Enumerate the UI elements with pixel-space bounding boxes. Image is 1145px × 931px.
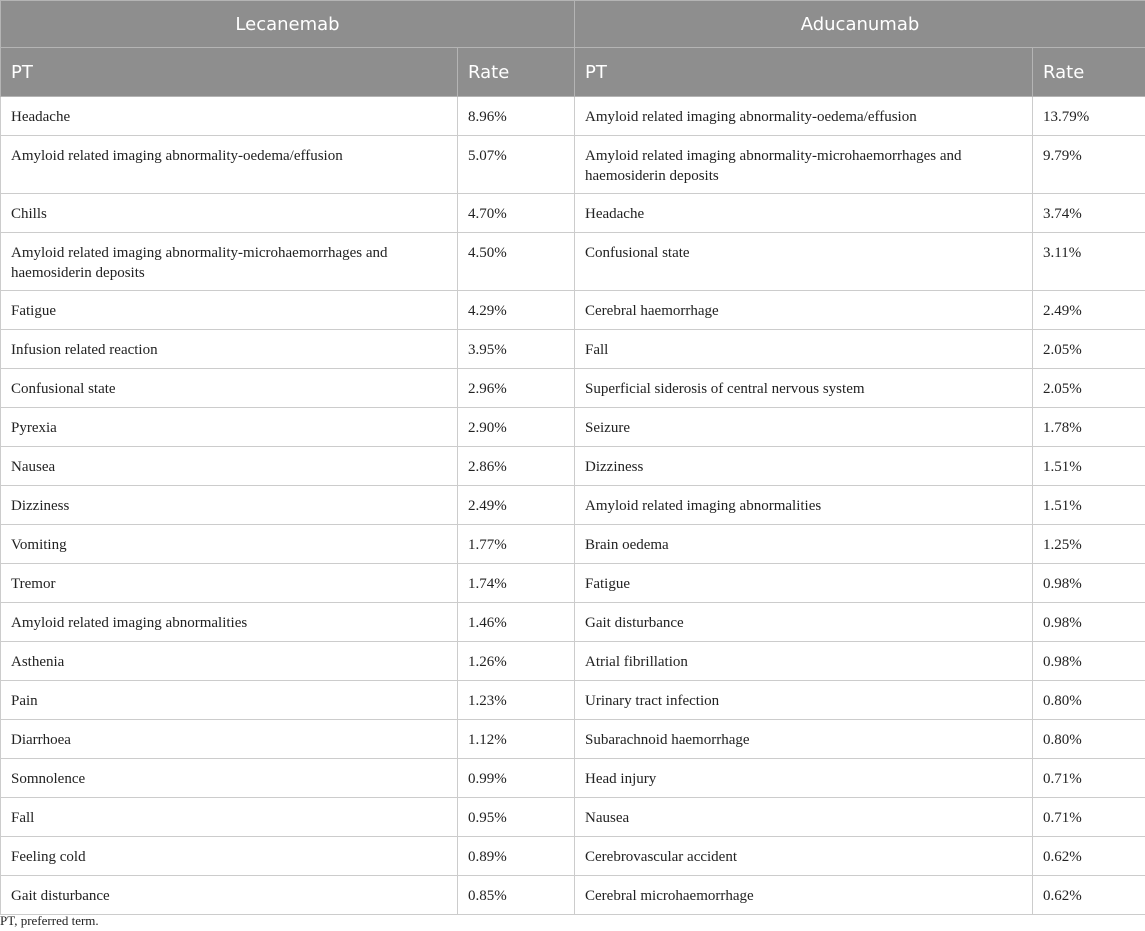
aducanumab-pt-cell: Fall <box>575 330 1033 369</box>
lecanemab-pt-cell: Pain <box>1 681 458 720</box>
lecanemab-rate-cell: 2.86% <box>458 447 575 486</box>
aducanumab-pt-cell: Superficial siderosis of central nervous system <box>575 369 1033 408</box>
table-row <box>1 330 1145 369</box>
lecanemab-pt-cell: Amyloid related imaging abnormality-oedema/effusion <box>1 136 458 194</box>
lecanemab-pt-cell: Vomiting <box>1 525 458 564</box>
column-header-rate-right: Rate <box>1033 48 1145 97</box>
aducanumab-pt-cell: Amyloid related imaging abnormality-oedema/effusion <box>575 97 1033 136</box>
aducanumab-pt-cell: Dizziness <box>575 447 1033 486</box>
table-row <box>1 136 1145 194</box>
aducanumab-pt-cell: Cerebral microhaemorrhage <box>575 876 1033 915</box>
aducanumab-pt-cell: Nausea <box>575 798 1033 837</box>
aducanumab-pt-cell: Cerebrovascular accident <box>575 837 1033 876</box>
lecanemab-rate-cell: 0.85% <box>458 876 575 915</box>
table-footnote: PT, preferred term. <box>0 913 99 928</box>
aducanumab-rate-cell: 13.79% <box>1033 97 1145 136</box>
lecanemab-pt-cell: Amyloid related imaging abnormalities <box>1 603 458 642</box>
aducanumab-pt-cell: Gait disturbance <box>575 603 1033 642</box>
aducanumab-pt-cell: Brain oedema <box>575 525 1033 564</box>
column-header-pt-left: PT <box>1 48 458 97</box>
lecanemab-pt-cell: Infusion related reaction <box>1 330 458 369</box>
aducanumab-rate-cell: 0.80% <box>1033 681 1145 720</box>
group-header-row <box>1 1 1145 48</box>
table-row <box>1 525 1145 564</box>
aducanumab-rate-cell: 1.51% <box>1033 486 1145 525</box>
lecanemab-rate-cell: 0.95% <box>458 798 575 837</box>
lecanemab-pt-cell: Gait disturbance <box>1 876 458 915</box>
aducanumab-rate-cell: 1.78% <box>1033 408 1145 447</box>
aducanumab-pt-cell: Atrial fibrillation <box>575 642 1033 681</box>
aducanumab-rate-cell: 9.79% <box>1033 136 1145 194</box>
lecanemab-pt-cell: Dizziness <box>1 486 458 525</box>
aducanumab-pt-cell: Head injury <box>575 759 1033 798</box>
aducanumab-pt-cell: Subarachnoid haemorrhage <box>575 720 1033 759</box>
aducanumab-rate-cell: 2.05% <box>1033 330 1145 369</box>
aducanumab-rate-cell: 0.71% <box>1033 759 1145 798</box>
table-row <box>1 642 1145 681</box>
aducanumab-rate-cell: 3.11% <box>1033 233 1145 291</box>
lecanemab-pt-cell: Nausea <box>1 447 458 486</box>
table-row <box>1 603 1145 642</box>
aducanumab-rate-cell: 0.98% <box>1033 642 1145 681</box>
aducanumab-pt-cell: Urinary tract infection <box>575 681 1033 720</box>
group-header-aducanumab: Aducanumab <box>575 1 1145 48</box>
lecanemab-rate-cell: 4.29% <box>458 291 575 330</box>
table-row <box>1 564 1145 603</box>
aducanumab-rate-cell: 0.98% <box>1033 564 1145 603</box>
column-header-pt-right: PT <box>575 48 1033 97</box>
aducanumab-pt-cell: Cerebral haemorrhage <box>575 291 1033 330</box>
aducanumab-rate-cell: 1.51% <box>1033 447 1145 486</box>
lecanemab-pt-cell: Feeling cold <box>1 837 458 876</box>
lecanemab-pt-cell: Asthenia <box>1 642 458 681</box>
table-row <box>1 408 1145 447</box>
aducanumab-pt-cell: Headache <box>575 194 1033 233</box>
table-row <box>1 97 1145 136</box>
lecanemab-rate-cell: 0.99% <box>458 759 575 798</box>
lecanemab-pt-cell: Somnolence <box>1 759 458 798</box>
lecanemab-rate-cell: 8.96% <box>458 97 575 136</box>
lecanemab-rate-cell: 0.89% <box>458 837 575 876</box>
lecanemab-rate-cell: 1.12% <box>458 720 575 759</box>
table-row <box>1 369 1145 408</box>
table-row <box>1 720 1145 759</box>
lecanemab-rate-cell: 2.96% <box>458 369 575 408</box>
lecanemab-rate-cell: 4.50% <box>458 233 575 291</box>
lecanemab-rate-cell: 1.26% <box>458 642 575 681</box>
lecanemab-rate-cell: 2.49% <box>458 486 575 525</box>
aducanumab-rate-cell: 1.25% <box>1033 525 1145 564</box>
lecanemab-pt-cell: Pyrexia <box>1 408 458 447</box>
aducanumab-pt-cell: Fatigue <box>575 564 1033 603</box>
aducanumab-pt-cell: Amyloid related imaging abnormalities <box>575 486 1033 525</box>
table-row <box>1 486 1145 525</box>
table-row <box>1 291 1145 330</box>
table-row <box>1 798 1145 837</box>
aducanumab-pt-cell: Confusional state <box>575 233 1033 291</box>
aducanumab-rate-cell: 0.62% <box>1033 876 1145 915</box>
lecanemab-pt-cell: Tremor <box>1 564 458 603</box>
aducanumab-pt-cell: Amyloid related imaging abnormality-microhaemorrhages and haemosiderin deposits <box>575 136 1033 194</box>
column-header-row <box>1 48 1145 97</box>
lecanemab-pt-cell: Amyloid related imaging abnormality-microhaemorrhages and haemosiderin deposits <box>1 233 458 291</box>
table-row <box>1 876 1145 915</box>
lecanemab-pt-cell: Headache <box>1 97 458 136</box>
table-row <box>1 447 1145 486</box>
lecanemab-rate-cell: 4.70% <box>458 194 575 233</box>
aducanumab-rate-cell: 0.80% <box>1033 720 1145 759</box>
column-header-rate-left: Rate <box>458 48 575 97</box>
table-row <box>1 837 1145 876</box>
lecanemab-rate-cell: 2.90% <box>458 408 575 447</box>
lecanemab-pt-cell: Fatigue <box>1 291 458 330</box>
aducanumab-rate-cell: 0.98% <box>1033 603 1145 642</box>
lecanemab-rate-cell: 1.23% <box>458 681 575 720</box>
aducanumab-rate-cell: 2.05% <box>1033 369 1145 408</box>
lecanemab-pt-cell: Confusional state <box>1 369 458 408</box>
lecanemab-rate-cell: 3.95% <box>458 330 575 369</box>
table-row <box>1 759 1145 798</box>
aducanumab-rate-cell: 3.74% <box>1033 194 1145 233</box>
table-row <box>1 681 1145 720</box>
table-row <box>1 233 1145 291</box>
group-header-lecanemab: Lecanemab <box>1 1 575 48</box>
aducanumab-rate-cell: 0.71% <box>1033 798 1145 837</box>
lecanemab-pt-cell: Diarrhoea <box>1 720 458 759</box>
lecanemab-rate-cell: 1.77% <box>458 525 575 564</box>
lecanemab-rate-cell: 1.74% <box>458 564 575 603</box>
lecanemab-rate-cell: 1.46% <box>458 603 575 642</box>
lecanemab-pt-cell: Chills <box>1 194 458 233</box>
aducanumab-rate-cell: 2.49% <box>1033 291 1145 330</box>
lecanemab-rate-cell: 5.07% <box>458 136 575 194</box>
aducanumab-pt-cell: Seizure <box>575 408 1033 447</box>
lecanemab-pt-cell: Fall <box>1 798 458 837</box>
table-row <box>1 194 1145 233</box>
aducanumab-rate-cell: 0.62% <box>1033 837 1145 876</box>
